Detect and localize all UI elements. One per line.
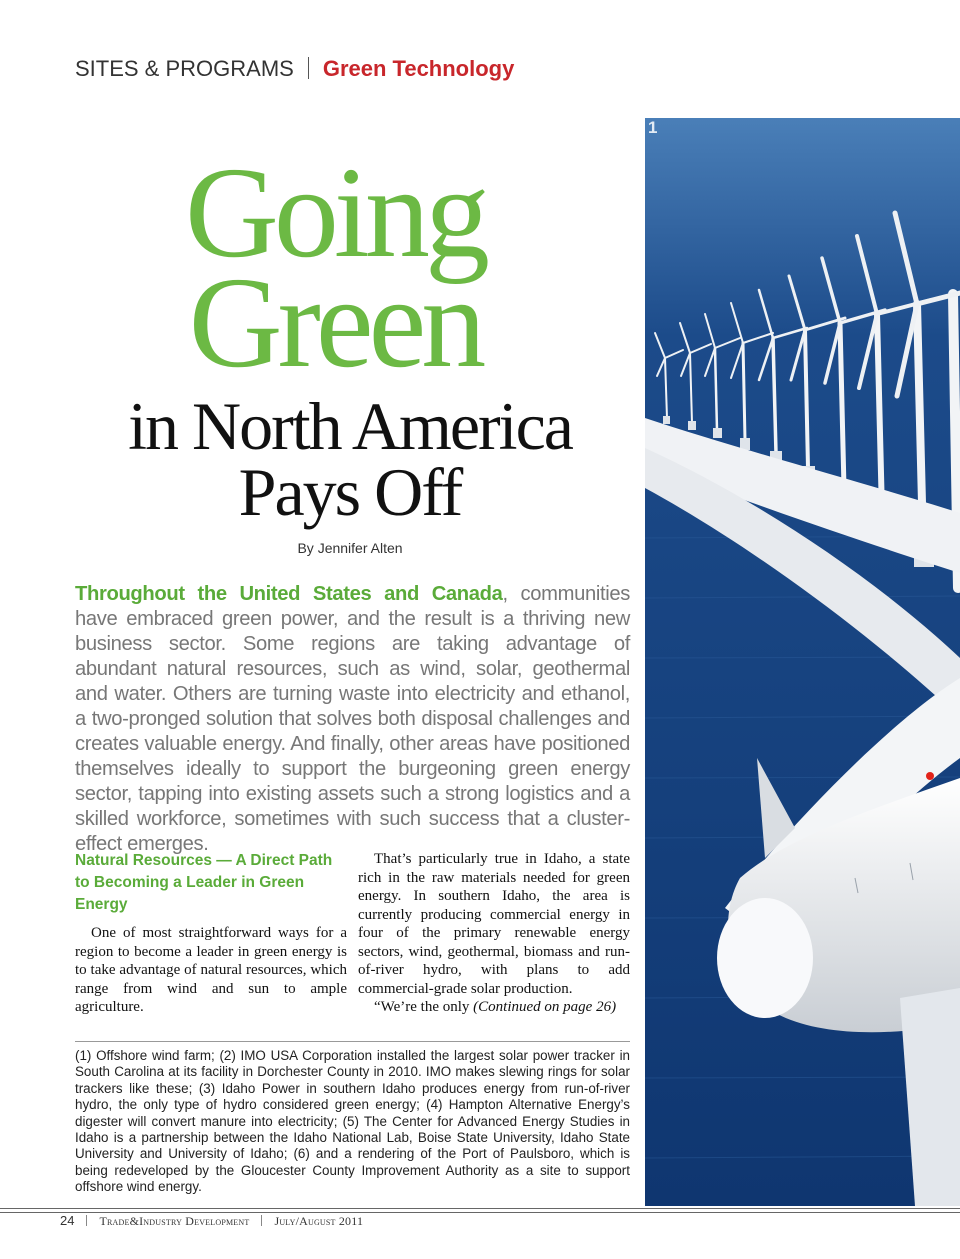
page-number: 24 <box>60 1213 75 1228</box>
lead-text: , communities have embraced green power, and the result is a thriving new business sector. Some regions are taking advantage of abundant natural resources, such as wind, solar, geothermal and water. Others are turning waste into electricity and ethanol, a two-pronged solution that solves both disposal challenges and creates valuable energy. And finally, other areas have positioned themselves ideally to support the burgeoning green energy sector, tapping into existing assets such a strong logistics and a skilled workforce, sometimes with such success that a cluster-effect emerges. <box>75 583 630 855</box>
section-header <box>75 56 514 82</box>
footer-divider <box>86 1215 87 1226</box>
caption-divider <box>75 1041 630 1042</box>
byline: By Jennifer Alten <box>297 540 403 556</box>
lead-strong: Throughout the United States and Canada <box>75 583 503 605</box>
body-column-left <box>75 850 347 1017</box>
body-text: “We’re the only <box>374 999 474 1015</box>
wind-farm-photo <box>645 118 960 1206</box>
body-paragraph: That’s particularly true in Idaho, a state rich in the raw materials needed for green energy. In southern Idaho, the area is currently producing commercial energy in four of the primary renewable energy sectors, wind, geothermal, biomass and run-of-river hydro, with plans to add commercial-grade solar production. <box>358 851 630 997</box>
body-paragraph-continued <box>358 998 630 1017</box>
title-line-north-america: in North America <box>128 388 572 464</box>
title-line-green: Green <box>188 251 482 395</box>
title-line-going: Going <box>185 141 485 285</box>
subhead: Natural Resources — A Direct Path to Becoming a Leader in Green Energy <box>75 852 333 913</box>
continued-note: (Continued on page 26) <box>473 999 617 1015</box>
publication-name: Trade&Industry Development <box>99 1214 250 1228</box>
photo-number: 1 <box>648 118 658 137</box>
issue-date: July/August 2011 <box>274 1214 364 1228</box>
footer-divider <box>261 1215 262 1226</box>
body-paragraph: One of most straightforward ways for a region to become a leader in green energy is to take advantage of natural resources, which range from wind and sun to ample agriculture. <box>75 925 347 1015</box>
section-label: SITES & PROGRAMS <box>75 56 294 81</box>
topic-label: Green Technology <box>322 56 515 81</box>
header-divider <box>308 57 309 79</box>
lead-paragraph <box>75 582 630 857</box>
page-footer <box>60 1213 363 1229</box>
photo-caption: (1) Offshore wind farm; (2) IMO USA Corporation installed the largest solar power tracker in South Carolina at its facility in Dorchester County in 2010. IMO makes slewing rings for solar trackers like these; (3) Idaho Power in southern Idaho produces energy from run-of-river hydro, the only type of hydro considered green energy; (4) Hampton Alternative Energy’s digester will convert manure into electricity; (5) The Center for Advanced Energy Studies in Idaho is a partnership between the Idaho National Lab, Boise State University, Idaho State University and University of Idaho; (6) and a rendering of the Port of Paulsboro, which is being redeveloped by the Gloucester County Improvement Authority as a site to support offshore wind energy. <box>75 1048 630 1195</box>
title-line-pays-off: Pays Off <box>238 454 462 530</box>
body-column-right <box>358 850 630 1017</box>
